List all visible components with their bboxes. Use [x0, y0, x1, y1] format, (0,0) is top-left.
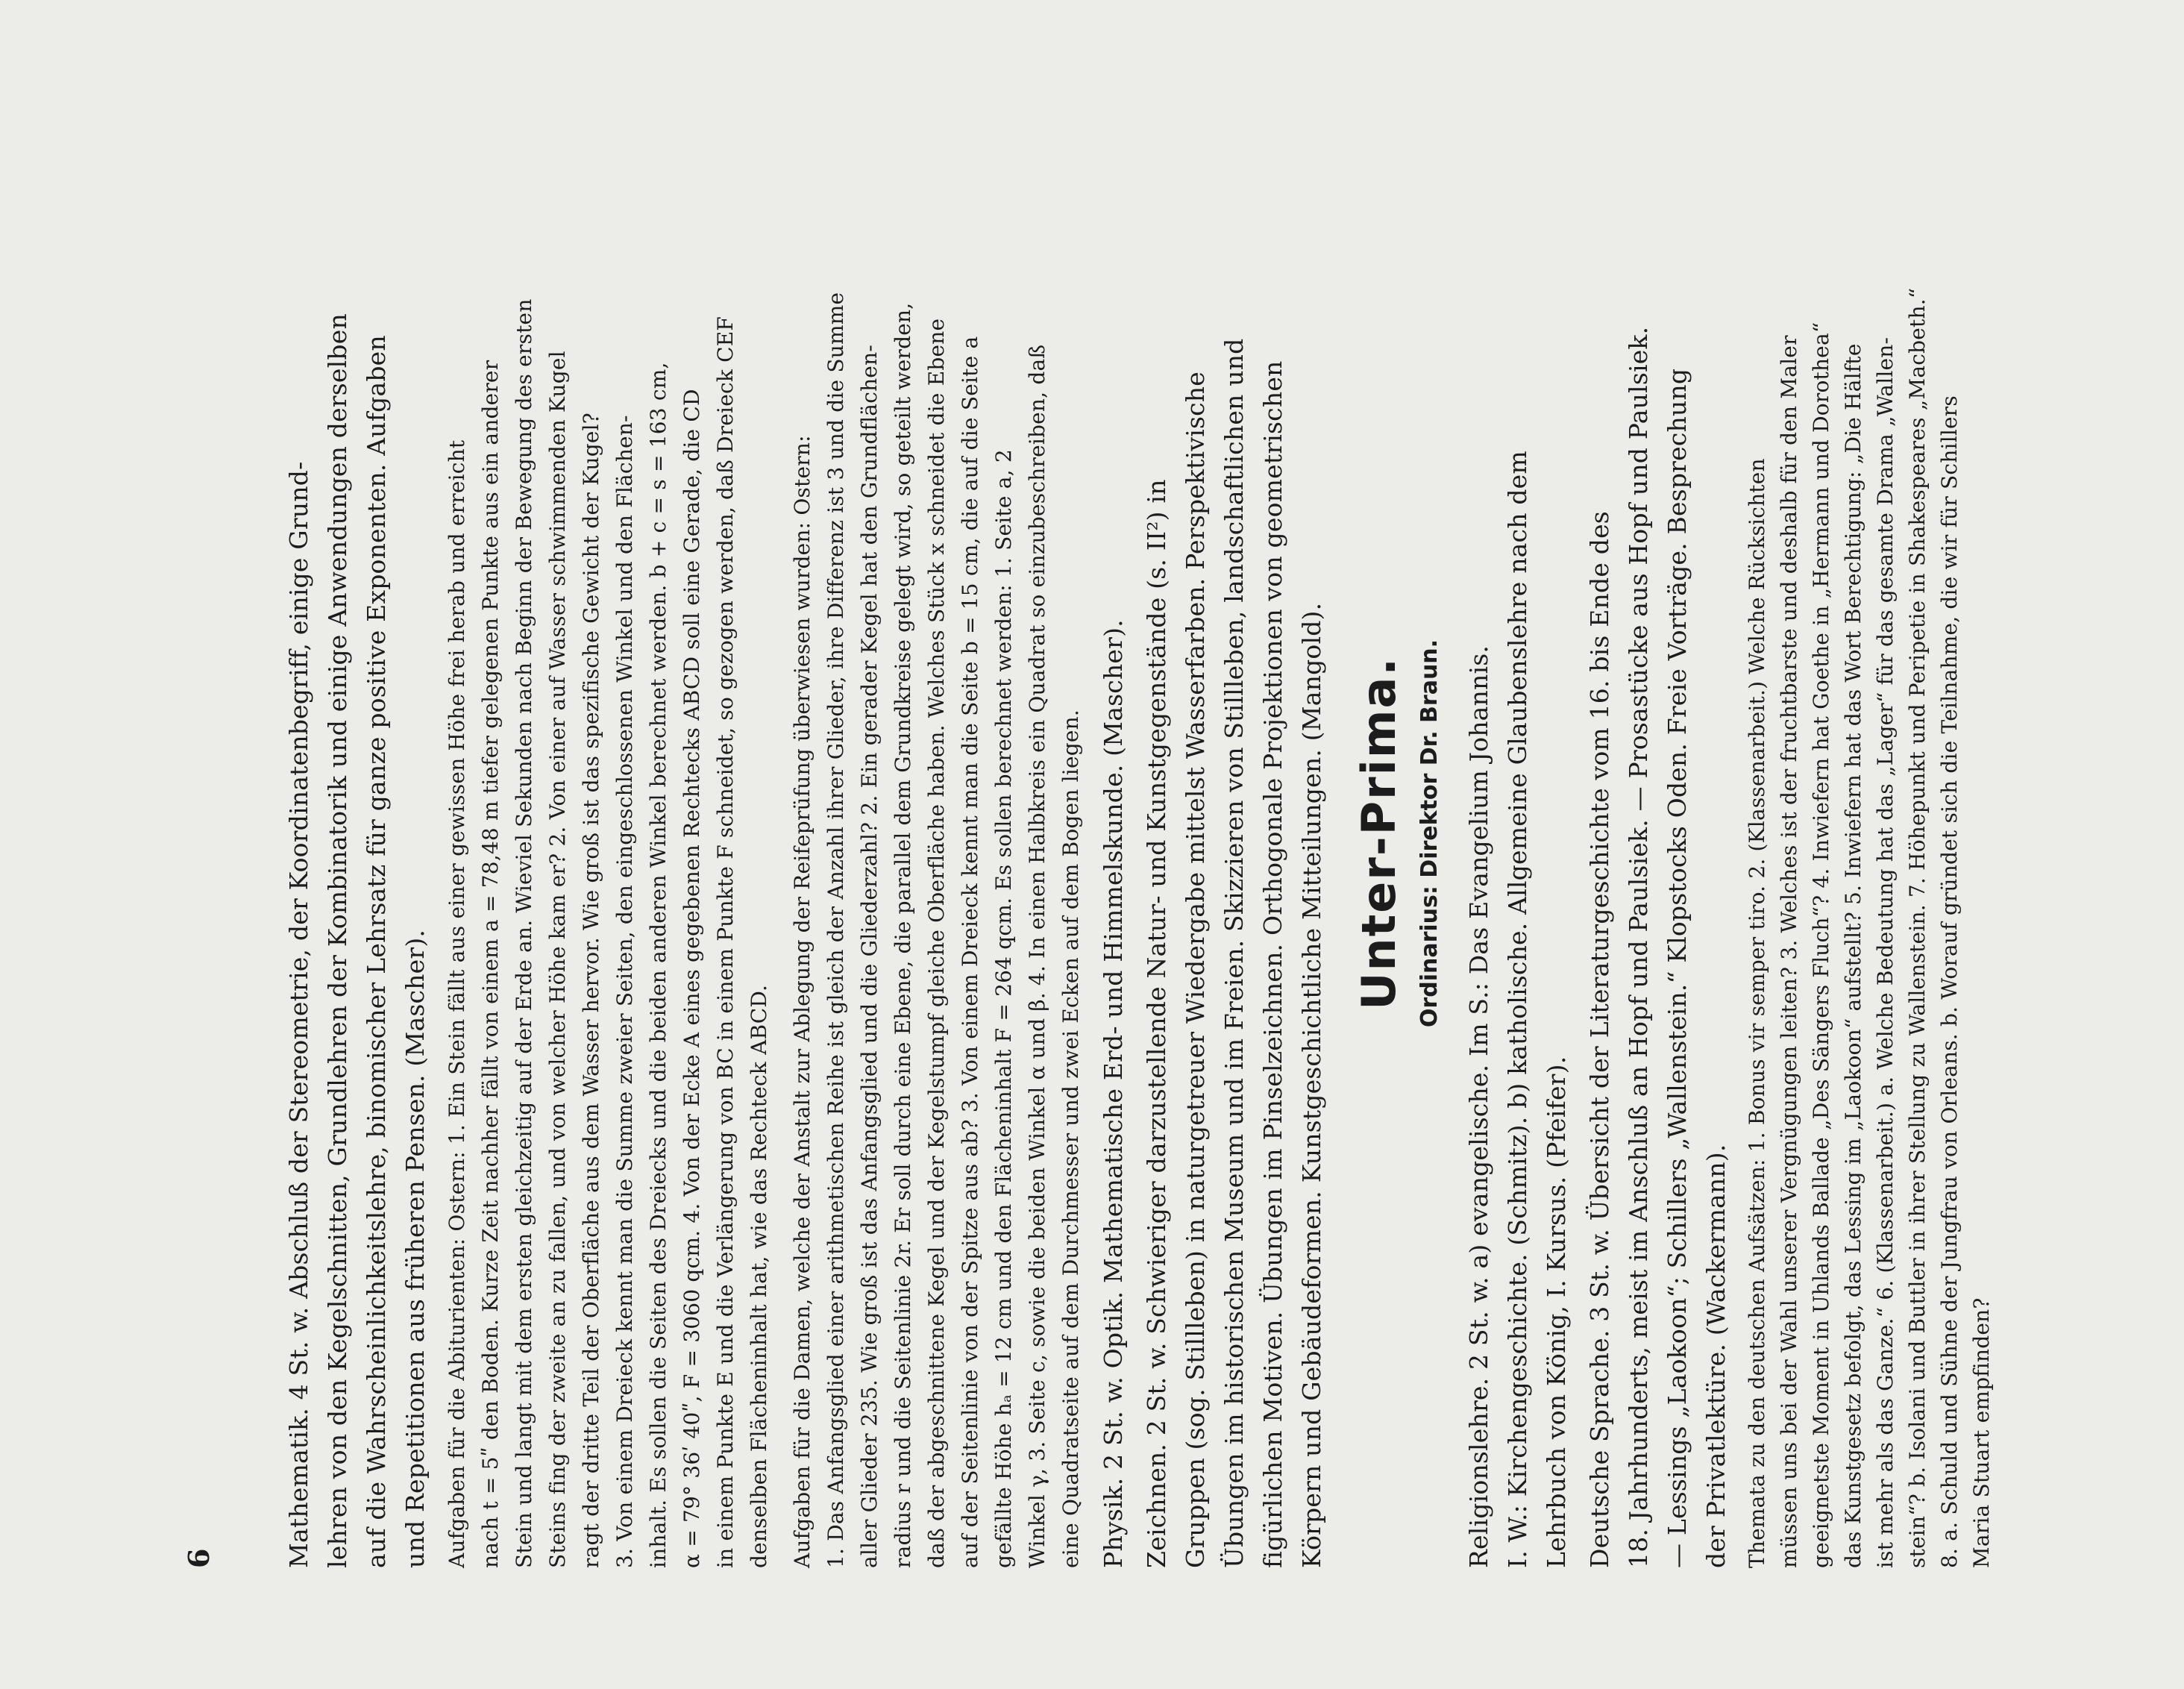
- german-line-2: 18. Jahrhunderts, meist im Anschluß an Hopf und Paulsiek. — Prosastücke aus Hopf und Paulsiek.: [1624, 326, 1653, 1568]
- german-line-4: der Privatlektüre. (Wackermann).: [1701, 1144, 1730, 1568]
- abitur-tasks-line-7: inhalt. Es sollen die Seiten des Dreiecks und die beiden anderen Winkel berechnet werden. b + c = s = 163 cm,: [646, 362, 671, 1568]
- ladies-tasks-line-5: daß der abgeschnittene Kegel und der Kegelstumpf gleiche Oberfläche haben. Welches Stück x schneidet die Ebene: [924, 318, 949, 1568]
- section-heading: Unter-Prima.: [1352, 657, 1406, 1010]
- drawing-line-5: Körpern und Gebäudeformen. Kunstgeschichtliche Mitteilungen. (Mangold).: [1297, 602, 1326, 1568]
- abitur-tasks-line-1: Aufgaben für die Abiturienten: Ostern: 1. Ein Stein fällt aus einer gewissen Höhe frei herab und erreicht: [445, 439, 469, 1568]
- german-line-3: — Lessings „Laokoon“; Schillers „Wallenstein.“ Klopstocks Oden. Freie Vorträge. Besprechung: [1663, 368, 1692, 1568]
- ladies-tasks-line-8: Winkel γ, 3. Seite c, sowie die beiden Winkel α und β. 4. In einen Halbkreis ein Quadrat so einzubeschreiben, daß: [1025, 344, 1049, 1568]
- essay-topics-line-3: geeignetste Moment in Uhlands Ballade „Des Sängers Fluch“? 4. Inwiefern hat Goethe in „Hermann und Dorothea“: [1809, 322, 1833, 1568]
- german-line-1: Deutsche Sprache. 3 St. w. Übersicht der Literaturgeschichte vom 16. bis Ende des: [1585, 511, 1614, 1568]
- religion-line-1: Religionslehre. 2 St. w. a) evangelische. Im S.: Das Evangelium Johannis.: [1464, 645, 1493, 1568]
- abitur-tasks-line-9: in einem Punkte E und die Verlängerung von BC in einem Punkte F schneidet, so gezogen werden, daß Dreieck CEF: [713, 316, 738, 1568]
- abitur-tasks-line-2: nach t = 5ʺ den Boden. Kurze Zeit nachher fällt von einem a = 78,48 m tiefer gelegenen Punkte aus ein anderer: [478, 360, 503, 1568]
- essay-topics-line-1: Themata zu den deutschen Aufsätzen: 1. Bonus vir semper tiro. 2. (Klassenarbeit.) Welche Rücksichten: [1745, 458, 1769, 1568]
- abitur-tasks-line-4: Steins fing der zweite an zu fallen, und von welcher Höhe kam er? 2. Von einer auf Wasser schwimmenden Kugel: [545, 351, 570, 1568]
- ladies-tasks-line-1: Aufgaben für die Damen, welche der Anstalt zur Ablegung der Reifeprüfung überwiesen wurden: Ostern:: [790, 435, 815, 1568]
- essay-topics-line-6: stein“? b. Isolani und Buttler in ihrer Stellung zu Wallenstein. 7. Höhepunkt und Peripetie in Shakespeares „Macbeth.“: [1905, 287, 1930, 1568]
- religion-line-2: I. W.: Kirchengeschichte. (Schmitz). b) katholische. Allgemeine Glaubenslehre nach dem: [1503, 451, 1532, 1568]
- math-line-3: auf die Wahrscheinlichkeitslehre, binomischer Lehrsatz für ganze positive Exponenten. Aufgaben: [362, 335, 391, 1568]
- math-line-4: und Repetitionen aus früheren Pensen. (Mascher).: [401, 929, 430, 1568]
- abitur-tasks-line-10: denselben Flächeninhalt hat, wie das Rechteck ABCD.: [747, 984, 771, 1568]
- drawing-line-2: Gruppen (sog. Stillleben) in naturgetreuer Wiedergabe mittelst Wasserfarben. Perspektivische: [1181, 372, 1210, 1568]
- essay-topics-line-4: das Kunstgesetz befolgt, das Lessing im „Laokoon“ aufstellt? 5. Inwiefern hat das Wort Berechtigung: „Die Hälfte: [1841, 343, 1866, 1568]
- abitur-tasks-line-6: 3. Von einem Dreieck kennt man die Summe zweier Seiten, den eingeschlossenen Winkel und den Flächen-: [612, 415, 637, 1568]
- physics-line: Physik. 2 St. w. Optik. Mathematische Erd- und Himmelskunde. (Mascher).: [1099, 619, 1128, 1568]
- drawing-line-1: Zeichnen. 2 St. w. Schwieriger darzustellende Natur- und Kunstgegenstände (s. II²) in: [1142, 479, 1171, 1568]
- section-subheading: Ordinarius: Direktor Dr. Braun.: [1416, 639, 1443, 1028]
- abitur-tasks-line-8: α = 79° 36ʹ 40ʺ, F = 3060 qcm. 4. Von der Ecke A eines gegebenen Rechtecks ABCD soll eine Gerade, die CD: [680, 389, 704, 1568]
- drawing-line-3: Übungen im historischen Museum und im Freien. Skizzieren von Stillleben, landschaftlichen und: [1220, 338, 1249, 1568]
- ladies-tasks-line-4: radius r und die Seitenlinie 2r. Er soll durch eine Ebene, die parallel dem Grundkreise gelegt wird, so geteilt werden,: [891, 302, 915, 1568]
- ladies-tasks-line-9: eine Quadratseite auf dem Durchmesser und zwei Ecken auf dem Bogen liegen.: [1058, 709, 1083, 1568]
- essay-topics-line-8: Maria Stuart empfinden?: [1969, 1297, 1994, 1568]
- essay-topics-line-5: ist mehr als das Ganze.“ 6. (Klassenarbeit.) a. Welche Bedeutung hat das „Lager“ für das gesamte Drama „Wallen-: [1873, 336, 1898, 1568]
- math-line-1: Mathematik. 4 St. w. Abschluß der Stereometrie, der Koordinatenbegriff, einige Grund-: [284, 461, 313, 1568]
- religion-line-3: Lehrbuch von König, I. Kursus. (Pfeifer).: [1542, 1056, 1571, 1568]
- essay-topics-line-7: 8. a. Schuld und Sühne der Jungfrau von Orleans. b. Worauf gründet sich die Teilnahme, die wir für Schillers: [1937, 395, 1962, 1568]
- essay-topics-line-2: müssen uns bei der Wahl unserer Vergnügungen leiten? 3. Welches ist der fruchtbarste und deshalb für den Maler: [1777, 335, 1801, 1568]
- rotated-text-block: [182, 98, 2002, 1568]
- ladies-tasks-line-3: aller Glieder 235. Wie groß ist das Anfangsglied und die Gliederzahl? 2. Ein gerader Kegel hat den Grundflächen-: [857, 345, 882, 1568]
- abitur-tasks-line-3: Stein und langt mit dem ersten gleichzeitig auf der Erde an. Wieviel Sekunden nach Beginn der Bewegung des ersten: [512, 298, 536, 1568]
- drawing-line-4: figürlichen Motiven. Übungen im Pinselzeichnen. Orthogonale Projektionen von geometrischen: [1258, 360, 1287, 1568]
- abitur-tasks-line-5: ragt der dritte Teil der Oberfläche aus dem Wasser hervor. Wie groß ist das spezifische Gewicht der Kugel?: [579, 412, 603, 1568]
- ladies-tasks-line-6: auf der Seitenlinie von der Spitze aus ab? 3. Von einem Dreieck kennt man die Seite b = 15 cm, die auf die Seite a: [958, 336, 982, 1568]
- ladies-tasks-line-2: 1. Das Anfangsglied einer arithmetischen Reihe ist gleich der Anzahl ihrer Glieder, ihre Differenz ist 3 und die Summe: [823, 292, 848, 1568]
- page-number: 6: [182, 1548, 216, 1568]
- ladies-tasks-line-7: gefällte Höhe hₐ = 12 cm und den Flächeninhalt F = 264 qcm. Es sollen berechnet werden: 1. Seite a, 2: [991, 449, 1016, 1568]
- math-line-2: lehren von den Kegelschnitten, Grundlehren der Kombinatorik und einige Anwendungen derselben: [323, 313, 352, 1568]
